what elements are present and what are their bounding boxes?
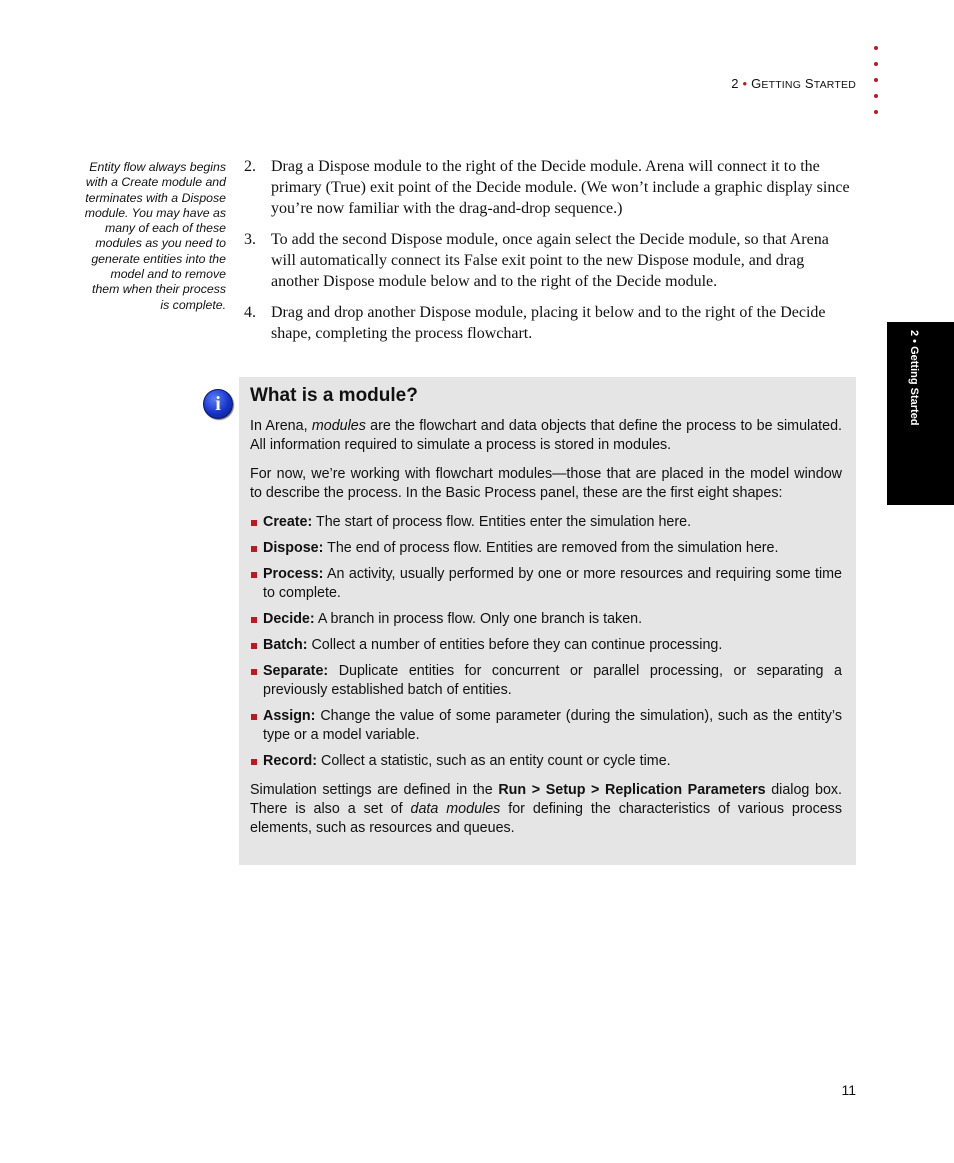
note-text: Simulation settings are defined in the [250, 782, 499, 798]
module-desc: Change the value of some parameter (during the simulation), such as the entity’s type or a model variable. [263, 708, 842, 743]
header-bullet: • [742, 76, 748, 91]
module-desc: Collect a statistic, such as an entity count or cycle time. [317, 753, 671, 769]
bullet-square-icon [251, 714, 257, 720]
step-text: To add the second Dispose module, once again select the Decide module, so that Arena will automatically connect its False exit point to the new Dispose module, and drag another Dispose module below and to the right of the Decide module. [271, 231, 829, 290]
note-paragraph [250, 781, 842, 838]
module-item [250, 662, 842, 700]
note-text: In Arena, [250, 418, 312, 434]
step-text: Drag and drop another Dispose module, placing it below and to the right of the Decide shape, completing the process flowchart. [271, 304, 826, 342]
step-item [244, 156, 856, 219]
module-term: Decide: [263, 611, 315, 627]
header-dots [872, 46, 882, 126]
module-item [250, 610, 842, 629]
module-item [250, 513, 842, 532]
module-term: Record: [263, 753, 318, 769]
header-title-etting: ETTING [761, 79, 802, 91]
side-tab-label: 2 • Getting Started [908, 330, 920, 426]
module-list [250, 513, 842, 771]
step-text: Drag a Dispose module to the right of the Decide module. Arena will connect it to the primary (True) exit point of the Decide module. (We won’t include a graphic display since you’re now familiar with the drag-and-drop sequence.) [271, 158, 850, 217]
bullet-square-icon [251, 546, 257, 552]
bullet-square-icon [251, 759, 257, 765]
note-text: dialog box. There is also a set of [250, 782, 843, 817]
module-desc: The end of process flow. Entities are removed from the simulation here. [323, 540, 779, 556]
header-dot [874, 46, 878, 50]
module-term: Create: [263, 514, 313, 530]
header-dot [874, 62, 878, 66]
module-item [250, 636, 842, 655]
margin-note: Entity flow always begins with a Create module and terminates with a Dispose module. You may have as many of each of these modules as you need to generate entities into the model and to remove them when their process is complete. [84, 160, 226, 312]
header-title-s: S [801, 76, 814, 91]
steps-list [244, 156, 856, 354]
step-number: 3. [244, 231, 256, 248]
module-item [250, 752, 842, 771]
module-term: Process: [263, 566, 324, 582]
menu-path: Run > Setup > Replication Parameters [498, 782, 766, 798]
note-text: are the flowchart and data objects that define the process to be simulated. All information required to simulate a process is stored in modules. [250, 418, 842, 453]
step-number: 2. [244, 158, 256, 175]
step-item [244, 229, 856, 292]
module-item [250, 707, 842, 745]
module-item [250, 539, 842, 558]
note-text: for defining the characteristics of various process elements, such as resources and queues. [250, 801, 842, 836]
module-desc: Duplicate entities for concurrent or parallel processing, or separating a previously established batch of entities. [263, 663, 842, 698]
note-box [239, 377, 856, 865]
module-desc: Collect a number of entities before they can continue processing. [307, 637, 723, 653]
module-desc: A branch in process flow. Only one branch is taken. [314, 611, 643, 627]
module-term: Assign: [263, 708, 316, 724]
bullet-square-icon [251, 617, 257, 623]
header-title-tarted: TARTED [813, 79, 856, 91]
bullet-square-icon [251, 643, 257, 649]
module-term: Batch: [263, 637, 308, 653]
chapter-side-tab [887, 322, 954, 505]
module-term: Dispose: [263, 540, 324, 556]
running-header [660, 76, 856, 91]
step-item [244, 302, 856, 344]
module-desc: An activity, usually performed by one or more resources and requiring some time to complete. [263, 566, 842, 601]
info-icon: i [203, 389, 233, 419]
chapter-number: 2 [731, 76, 739, 91]
note-emphasis: data modules [410, 801, 501, 817]
note-heading: What is a module? [250, 385, 418, 406]
bullet-square-icon [251, 572, 257, 578]
header-dot [874, 110, 878, 114]
header-title-g: G [751, 76, 762, 91]
module-item [250, 565, 842, 603]
bullet-square-icon [251, 669, 257, 675]
module-desc: The start of process flow. Entities enter the simulation here. [312, 514, 692, 530]
step-number: 4. [244, 304, 256, 321]
header-dot [874, 78, 878, 82]
note-paragraph [250, 417, 842, 455]
header-dot [874, 94, 878, 98]
bullet-square-icon [251, 520, 257, 526]
note-emphasis: modules [311, 418, 366, 434]
module-term: Separate: [263, 663, 329, 679]
page-number: 11 [841, 1082, 856, 1098]
note-paragraph: For now, we’re working with flowchart modules—those that are placed in the model window to describe the process. In the Basic Process panel, these are the first eight shapes: [250, 466, 842, 501]
